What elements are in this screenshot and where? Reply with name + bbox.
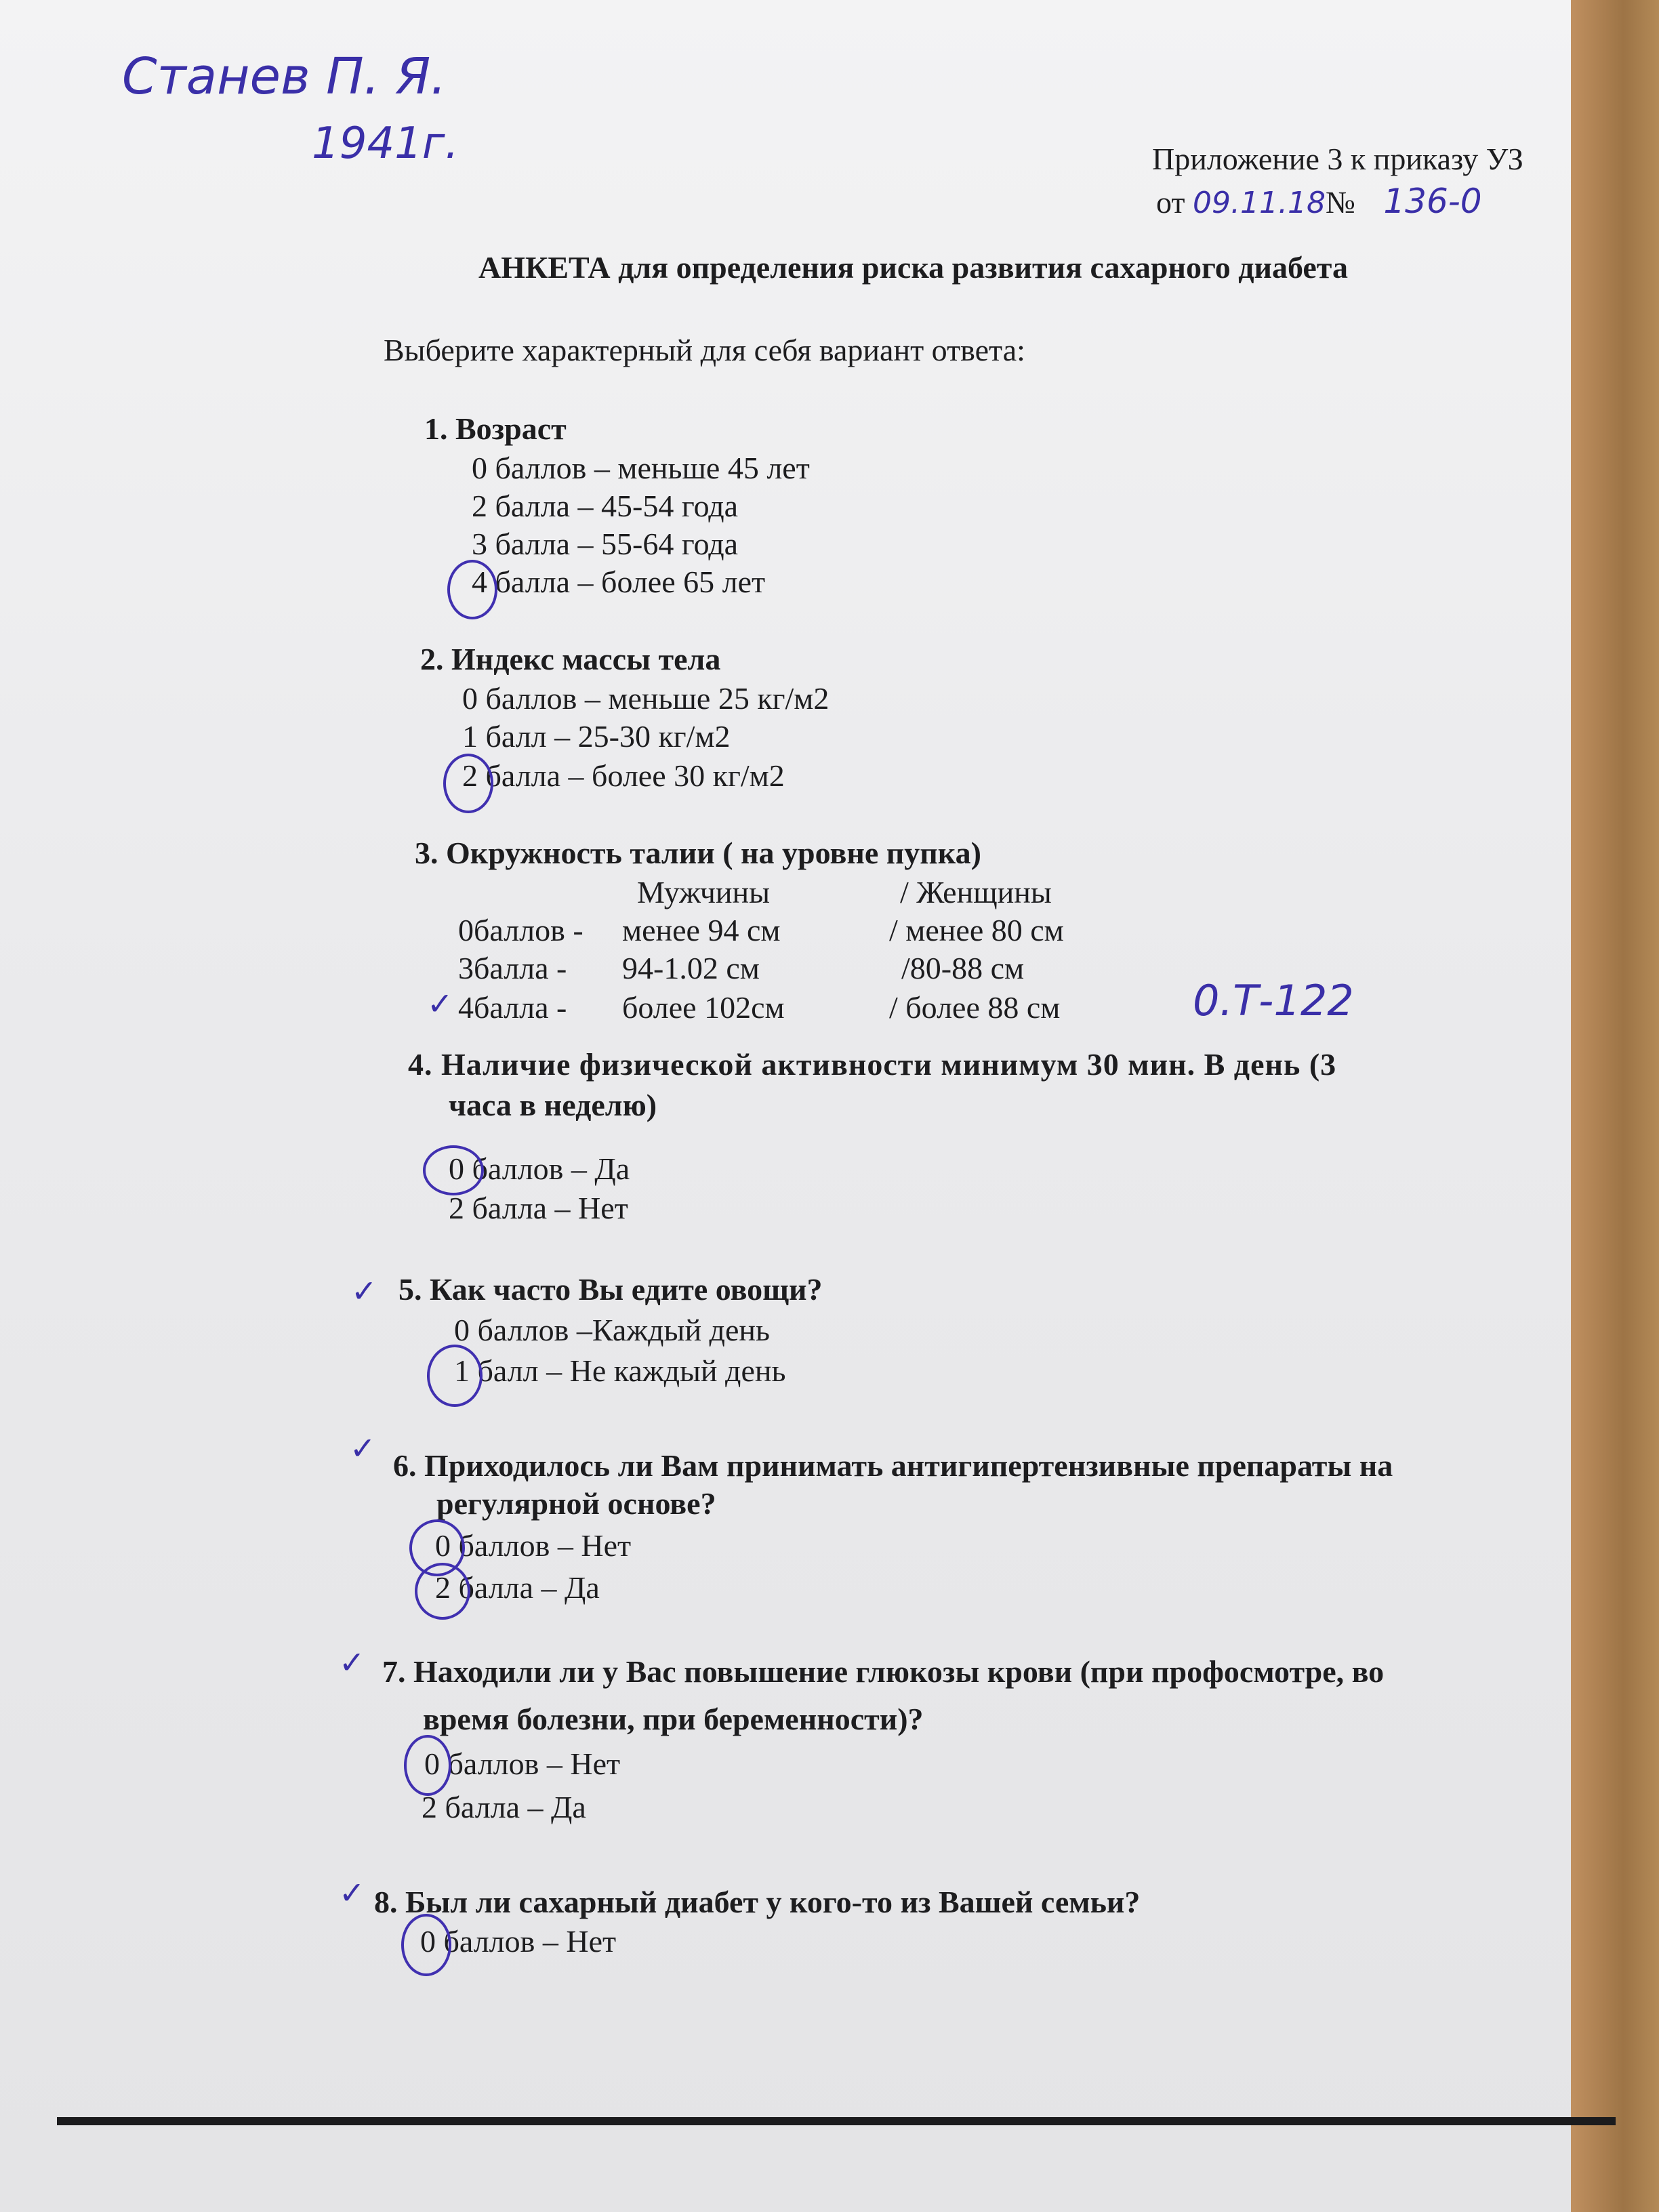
q5-option: 0 баллов –Каждый день (454, 1313, 770, 1347)
q5-option-selected: 1 балл – Не каждый день (454, 1353, 786, 1388)
instruction: Выберите характерный для себя вариант ответа: (384, 333, 1025, 367)
q3-row-women: /80-88 см (901, 951, 1025, 985)
q7-title-line2: время болезни, при беременности)? (423, 1702, 924, 1736)
q4-title-line2: часа в неделю) (449, 1088, 657, 1122)
q1-option: 0 баллов – меньше 45 лет (472, 451, 810, 485)
answer-circle (443, 754, 493, 813)
q6-option-selected: 0 баллов – Нет (435, 1528, 632, 1563)
answer-circle (415, 1563, 470, 1620)
q4-option: 2 балла – Нет (449, 1191, 628, 1225)
q8-option-selected: 0 баллов – Нет (420, 1924, 617, 1959)
handwritten-waist-note: 0.Т-122 (1193, 976, 1354, 1025)
q8-title: 8. Был ли сахарный диабет у кого-то из Вашей семьи? (374, 1885, 1141, 1919)
q3-row-women: / менее 80 см (889, 913, 1064, 947)
number-sign: № (1325, 185, 1355, 220)
q7-option-selected: 0 баллов – Нет (424, 1746, 621, 1781)
q3-title: 3. Окружность талии ( на уровне пупка) (415, 836, 981, 870)
from-prefix: от (1156, 185, 1185, 220)
check-mark: ✓ (351, 1273, 377, 1309)
q3-row-women: / более 88 см (889, 990, 1061, 1025)
q3-row-score: 3балла - (458, 951, 567, 985)
check-mark: ✓ (427, 985, 453, 1022)
answer-circle (401, 1914, 451, 1976)
answer-circle (427, 1345, 483, 1407)
q2-option: 1 балл – 25-30 кг/м2 (462, 719, 731, 754)
check-mark: ✓ (339, 1644, 365, 1681)
answer-circle (423, 1145, 484, 1195)
answer-circle (447, 560, 497, 619)
answer-circle (404, 1735, 451, 1796)
q3-row-score-selected: 4балла - (458, 990, 567, 1025)
q3-women-header: / Женщины (900, 875, 1052, 909)
q7-title-line1: 7. Находили ли у Вас повышение глюкозы крови (при профосмотре, во (382, 1654, 1385, 1689)
handwritten-year: 1941г. (312, 119, 459, 169)
q3-row-men: менее 94 см (622, 913, 781, 947)
q1-title: 1. Возраст (424, 411, 567, 446)
handwritten-name: Станев П. Я. (122, 47, 447, 106)
q5-title: 5. Как часто Вы едите овощи? (398, 1272, 823, 1307)
q1-option: 2 балла – 45-54 года (472, 489, 739, 523)
order-date-line (1156, 182, 1482, 221)
check-mark: ✓ (350, 1430, 376, 1467)
q4-title-line1: 4. Наличие физической активности минимум 30 мин. В день (3 (408, 1047, 1337, 1082)
wooden-table-edge (1571, 0, 1659, 2212)
q3-row-score: 0баллов - (458, 913, 583, 947)
handwritten-order-date: 09.11.18 (1193, 186, 1326, 220)
handwritten-order-number: 136-0 (1383, 182, 1482, 221)
q3-row-men: более 102см (622, 990, 785, 1025)
q1-option-selected: 4 балла – более 65 лет (472, 565, 766, 599)
q6-option: 2 балла – Да (435, 1570, 600, 1605)
q4-option-selected: 0 баллов – Да (449, 1151, 630, 1186)
q3-men-header: Мужчины (637, 875, 771, 909)
q7-option: 2 балла – Да (422, 1790, 586, 1824)
bottom-rule (57, 2117, 1616, 2125)
q2-title: 2. Индекс массы тела (420, 642, 721, 676)
document-title: АНКЕТА для определения риска развития сахарного диабета (478, 250, 1348, 285)
q6-title-line2: регулярной основе? (436, 1486, 716, 1521)
check-mark: ✓ (339, 1875, 365, 1911)
appendix-heading: Приложение 3 к приказу УЗ (1152, 142, 1523, 176)
q3-row-men: 94-1.02 см (622, 951, 760, 985)
q2-option: 0 баллов – меньше 25 кг/м2 (462, 681, 830, 716)
q6-title-line1: 6. Приходилось ли Вам принимать антигипертензивные препараты на (393, 1448, 1393, 1483)
q1-option: 3 балла – 55-64 года (472, 527, 739, 561)
q2-option-selected: 2 балла – более 30 кг/м2 (462, 758, 785, 793)
